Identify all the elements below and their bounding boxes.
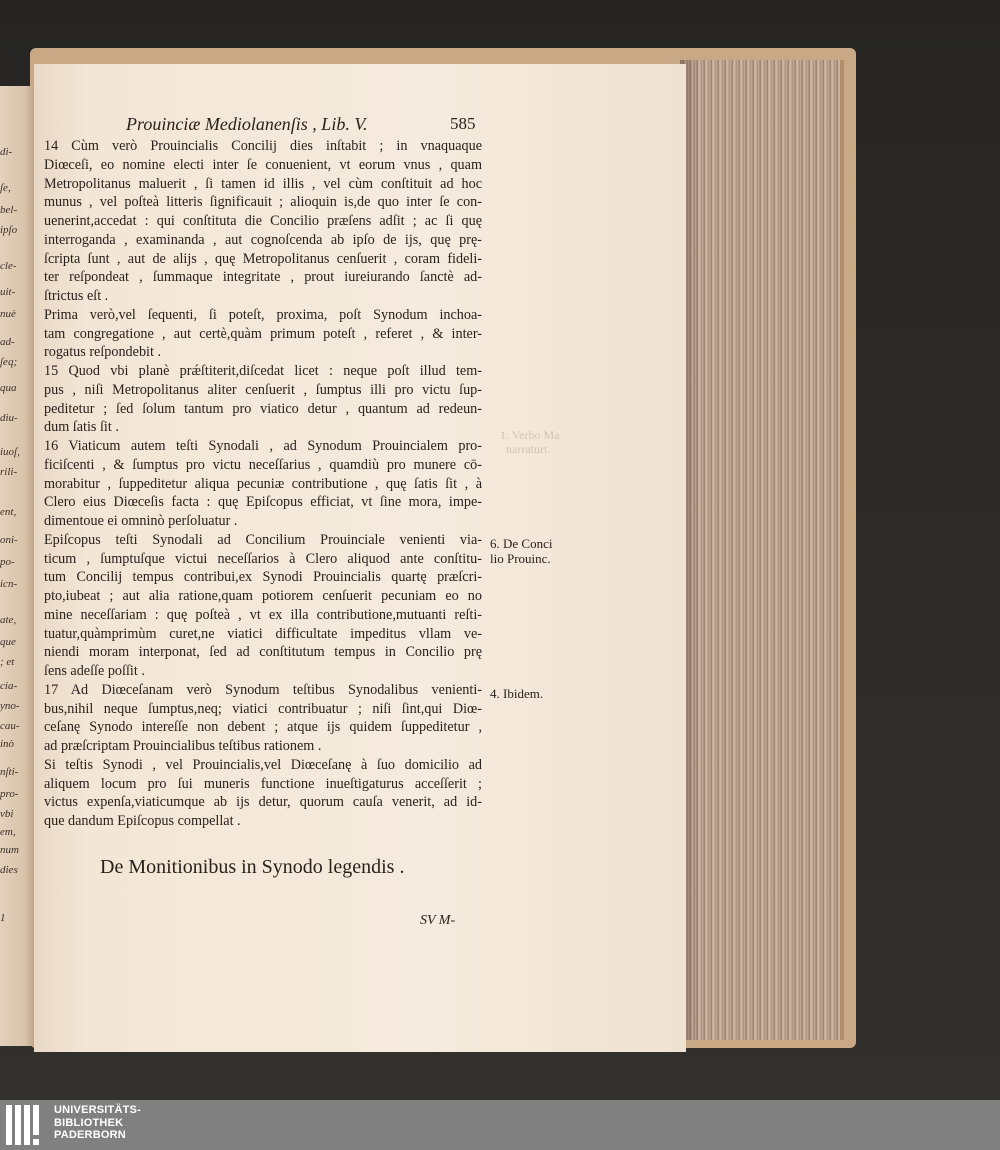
text-line: Prima verò,vel ſequenti, ſi poteſt, proxima, poſt Synodum inchoa- — [44, 306, 482, 323]
page-fore-edge — [680, 60, 844, 1040]
previous-page-text-fragment: dies — [0, 864, 18, 876]
previous-page-text-fragment: diu- — [0, 412, 18, 424]
page-number: 585 — [450, 114, 476, 133]
text-line: morabitur , ſuppeditetur aliqua pecuniæ contributione , quę ſatis ſit , à — [44, 475, 482, 492]
library-logo-icon — [6, 1105, 46, 1145]
previous-page-text-fragment: ipſo — [0, 224, 18, 236]
section-heading: De Monitionibus in Synodo legendis . — [100, 856, 405, 878]
bleed-through-text: narraturt. — [506, 442, 551, 456]
text-line: Diœceſi, eo nomine electi inter ſe conuenient, vt eorum vnus , quam — [44, 156, 482, 173]
text-line: uenerint,accedat : qui conſtituta die Concilio præſens adſit ; ac ſi quę — [44, 213, 482, 229]
previous-page-text-fragment: pro- — [0, 788, 19, 800]
text-line: mine neceſſariam : quę poſteà , vt ex illa contributione,mutuanti reſti- — [44, 606, 482, 623]
text-line: ceſanę Synodo intereſſe non debent ; atque ijs quidem ſuppeditetur , — [44, 719, 482, 736]
previous-page-text-fragment: di- — [0, 146, 13, 158]
text-line: rogatus reſpondebit . — [44, 344, 162, 361]
text-line: 17 Ad Diœceſanam verò Synodum teſtibus Synodalibus venienti- — [44, 681, 482, 698]
margin-note — [490, 536, 552, 566]
previous-page-text-fragment: cau- — [0, 720, 20, 732]
previous-page-text-fragment: nſti- — [0, 766, 19, 778]
text-line: ter reſpondeat , ſummaque integritate , prout iureiurando ſanctè ad- — [44, 269, 482, 286]
previous-page-text-fragment: qua — [0, 382, 17, 394]
text-line: interroganda , examinanda , aut cognoſcenda ab ipſo de ijs, quę prę- — [44, 231, 482, 248]
previous-page-sliver — [0, 86, 36, 1046]
text-line: bus,nihil neque ſumptus,neq; viatici contribuatur ; niſi ſint,qui Diœ- — [44, 700, 482, 717]
text-line: dum ſatis ſit . — [44, 419, 119, 436]
library-name-line: PADERBORN — [54, 1129, 126, 1141]
previous-page-text-fragment: vbi — [0, 808, 14, 820]
text-line: que dandum Epiſcopus compellat . — [44, 813, 241, 829]
text-line: pto,iubeat ; aut alia ratione,quam potiorem cenſuerit pecuniam eo no — [44, 588, 482, 604]
previous-page-text-fragment: uit- — [0, 286, 16, 298]
text-line: tuatur,quàmprimùm curet,ne viatici difficultate impeditus vllam ve- — [44, 625, 482, 642]
previous-page-text-fragment: nuè — [0, 308, 16, 320]
text-line: Clero eius Diœceſis facta : quę Epiſcopus efficiat, vt ſine mora, impe- — [44, 494, 482, 511]
text-line: 14 Cùm verò Prouincialis Concilij dies inſtabit ; in vnaquaque — [44, 138, 482, 154]
library-name-line: UNIVERSITÄTS- — [54, 1104, 141, 1116]
running-title: Prouinciæ Mediolanenſis , Lib. V. — [126, 114, 368, 134]
previous-page-text-fragment: rili- — [0, 466, 18, 478]
text-line: Epiſcopus teſti Synodali ad Concilium Prouinciale venienti via- — [44, 531, 482, 548]
margin-note-line: 6. De Conci — [490, 536, 553, 551]
margin-note — [490, 686, 543, 701]
previous-page-text-fragment: ate, — [0, 614, 17, 626]
previous-page-text-fragment: ad- — [0, 336, 15, 348]
previous-page-text-fragment: que — [0, 636, 16, 648]
previous-page-text-fragment: inò — [0, 738, 15, 750]
text-line: ſcripta ſunt , aut de alijs , quę Metropolitanus cenſuerit , coram fideli- — [44, 250, 482, 267]
margin-note-line: lio Prouinc. — [490, 551, 551, 566]
previous-page-text-fragment: yno- — [0, 700, 20, 712]
previous-page-text-fragment: 1 — [0, 912, 6, 924]
text-line: pus , niſi Metropolitanus aliter cenſuerit , ſumptus illi pro victu ſup- — [44, 381, 482, 398]
text-line: ſtrictus eſt . — [44, 288, 109, 304]
text-line: aliquem locum pro ſui muneris functione inueſtigaturus acceſſerit ; — [44, 775, 482, 792]
text-line: 16 Viaticum autem teſti Synodali , ad Synodum Prouincialem pro- — [44, 438, 482, 454]
library-name — [54, 1104, 141, 1142]
previous-page-text-fragment: oni- — [0, 534, 18, 546]
previous-page-text-fragment: ; et — [0, 656, 15, 668]
text-line: ficiſcenti , & ſumptus pro victu neceſſarius , quamdiù pro munere cō- — [44, 456, 482, 473]
library-footer-banner — [0, 1100, 1000, 1150]
previous-page-text-fragment: iuoſ, — [0, 446, 20, 458]
previous-page-text-fragment: icn- — [0, 578, 18, 590]
previous-page-text-fragment: ent, — [0, 506, 17, 518]
previous-page-text-fragment: po- — [0, 556, 15, 568]
text-line: niendi moram interponat, ſed ad conſtitutum tempus in Concilio prę — [44, 644, 482, 661]
text-line: victus expenſa,viaticumque ab ijs detur, quorum cauſa venerit, ad id- — [44, 794, 482, 811]
text-line: tum Concilij tempus contribui,ex Synodi Prouincialis quartę præſcri- — [44, 569, 482, 586]
previous-page-text-fragment: num — [0, 844, 19, 856]
body-text — [44, 137, 482, 831]
previous-page-text-fragment: cia- — [0, 680, 18, 692]
previous-page-text-fragment: bel- — [0, 204, 18, 216]
text-line: tam congregatione , aut certè,quàm primum poteſt , referet , & inter- — [44, 325, 482, 342]
text-line: ticum , ſumptuſque victui neceſſarios à Clero aliquod ante conſtitu- — [44, 550, 482, 567]
text-line: dimentoue ei omninò perſoluatur . — [44, 513, 238, 529]
previous-page-text-fragment: ſe, — [0, 182, 11, 194]
previous-page-text-fragment: em, — [0, 826, 16, 838]
previous-page-text-fragment: cle- — [0, 260, 17, 272]
margin-note-line: 4. Ibidem. — [490, 686, 544, 701]
bleed-through-text: 1. Verbo Ma — [500, 428, 560, 442]
catchword: SV M- — [420, 913, 456, 928]
text-line: Metropolitanus maluerit , ſi tamen id illis , vel cùm conſtituit ad hoc — [44, 175, 482, 192]
text-line: 15 Quod vbi planè prǽſtiterit,diſcedat licet : neque poſt illud tem- — [44, 363, 482, 379]
text-line: peditetur ; ſed ſolum tantum pro viatico detur , quantum ad redeun- — [44, 400, 482, 417]
text-line: ad præſcriptam Prouincialibus teſtibus rationem . — [44, 738, 322, 754]
text-line: ſens adeſſe poſſit . — [44, 663, 145, 679]
text-line: munus , vel poſteà litteris ſignificauit ; alioquin is,de quo inter ſe con- — [44, 194, 482, 211]
text-line: Si teſtis Synodi , vel Prouincialis,vel Diœceſanę à ſuo domicilio ad — [44, 756, 482, 773]
library-name-line: BIBLIOTHEK — [54, 1116, 124, 1129]
previous-page-text-fragment: ſeq; — [0, 356, 18, 368]
